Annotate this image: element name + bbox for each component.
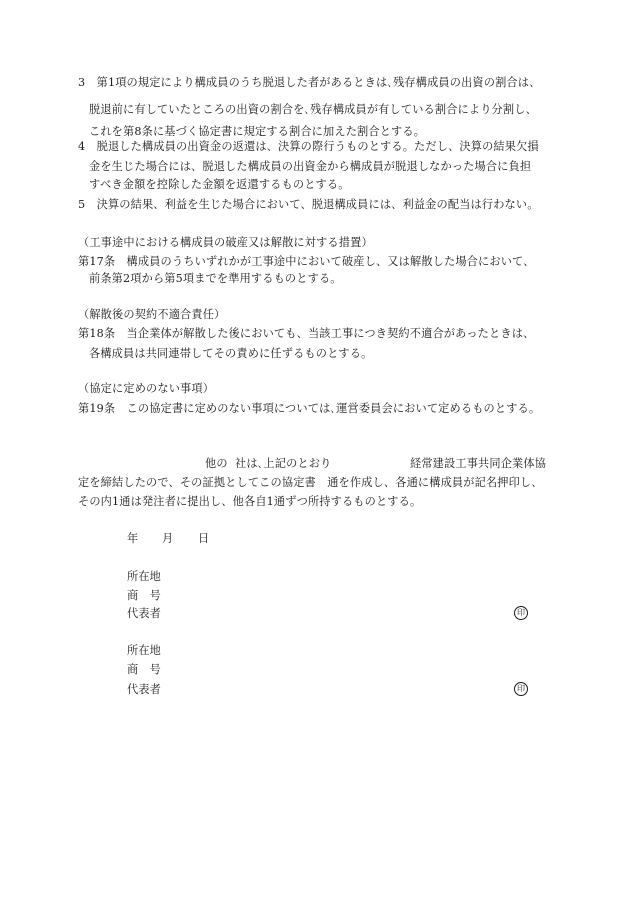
- signatory-2-name-label: 商 号: [127, 663, 162, 676]
- closing-companies: 社は､上記のとおり: [235, 457, 332, 470]
- signatory-2-seal-icon: 印: [514, 682, 528, 696]
- article17-line1: 第17条 構成員のうちいずれかが工事途中において破産し、又は解散した場合において、: [78, 255, 535, 268]
- date-day: 日: [198, 532, 210, 545]
- article19-heading: （協定に定めのない事項）: [78, 382, 215, 395]
- signatory-2-address-label: 所在地: [127, 644, 162, 657]
- article17-heading: （工事途中における構成員の破産又は解散に対する措置）: [78, 236, 373, 249]
- item5-line1: 5 決算の結果、利益を生じた場合において、脱退構成員には、利益金の配当は行わない。: [78, 198, 539, 211]
- item3-line3: これを第8条に基づく協定書に規定する割合に加えた割合とする。: [89, 125, 426, 138]
- date-month: 月: [162, 532, 174, 545]
- signatory-2-rep-label: 代表者: [127, 683, 162, 696]
- signatory-1-name-label: 商 号: [127, 589, 162, 602]
- item3-line1: 3 第1項の規定により構成員のうち脱退した者があるときは､残存構成員の出資の割合は、: [78, 76, 541, 89]
- signatory-1-address-label: 所在地: [127, 570, 162, 583]
- closing-jv-name: 経常建設工事共同企業体協: [410, 457, 547, 470]
- article18-line1: 第18条 当企業体が解散した後においても、当該工事につき契約不適合があったときは、: [78, 327, 535, 340]
- item4-line1: 4 脱退した構成員の出資金の返還は、決算の際行うものとする。ただし、決算の結果欠損: [78, 140, 539, 153]
- article19-line1: 第19条 この協定書に定めのない事項については､運営委員会において定めるものとする。: [78, 402, 541, 415]
- closing-other: 他の: [205, 457, 228, 470]
- closing-line2: 定を締結したので、その証拠としてこの協定書 通を作成し、各通に構成員が記名押印し、: [78, 476, 543, 489]
- article18-heading: （解散後の契約不適合責任）: [78, 308, 226, 321]
- item3-line2: 脱退前に有していたところの出資の割合を､残存構成員が有している割合により分割し、: [89, 103, 537, 116]
- article17-line2: 前条第2項から第5項までを準用するものとする。: [89, 272, 342, 285]
- item4-line2: 金を生じた場合には、脱退した構成員の出資金から構成員が脱退しなかった場合に負担: [89, 160, 532, 173]
- closing-line3: その内1通は発注者に提出し、他各自1通ずつ所持するものとする。: [78, 495, 422, 508]
- date-year: 年: [127, 532, 139, 545]
- signatory-1-rep-label: 代表者: [127, 607, 162, 620]
- item4-line3: すべき金額を控除した金額を返還するものとする。: [89, 178, 350, 191]
- article18-line2: 各構成員は共同連帯してその責めに任ずるものとする。: [89, 347, 373, 360]
- signatory-1-seal-icon: 印: [514, 606, 528, 620]
